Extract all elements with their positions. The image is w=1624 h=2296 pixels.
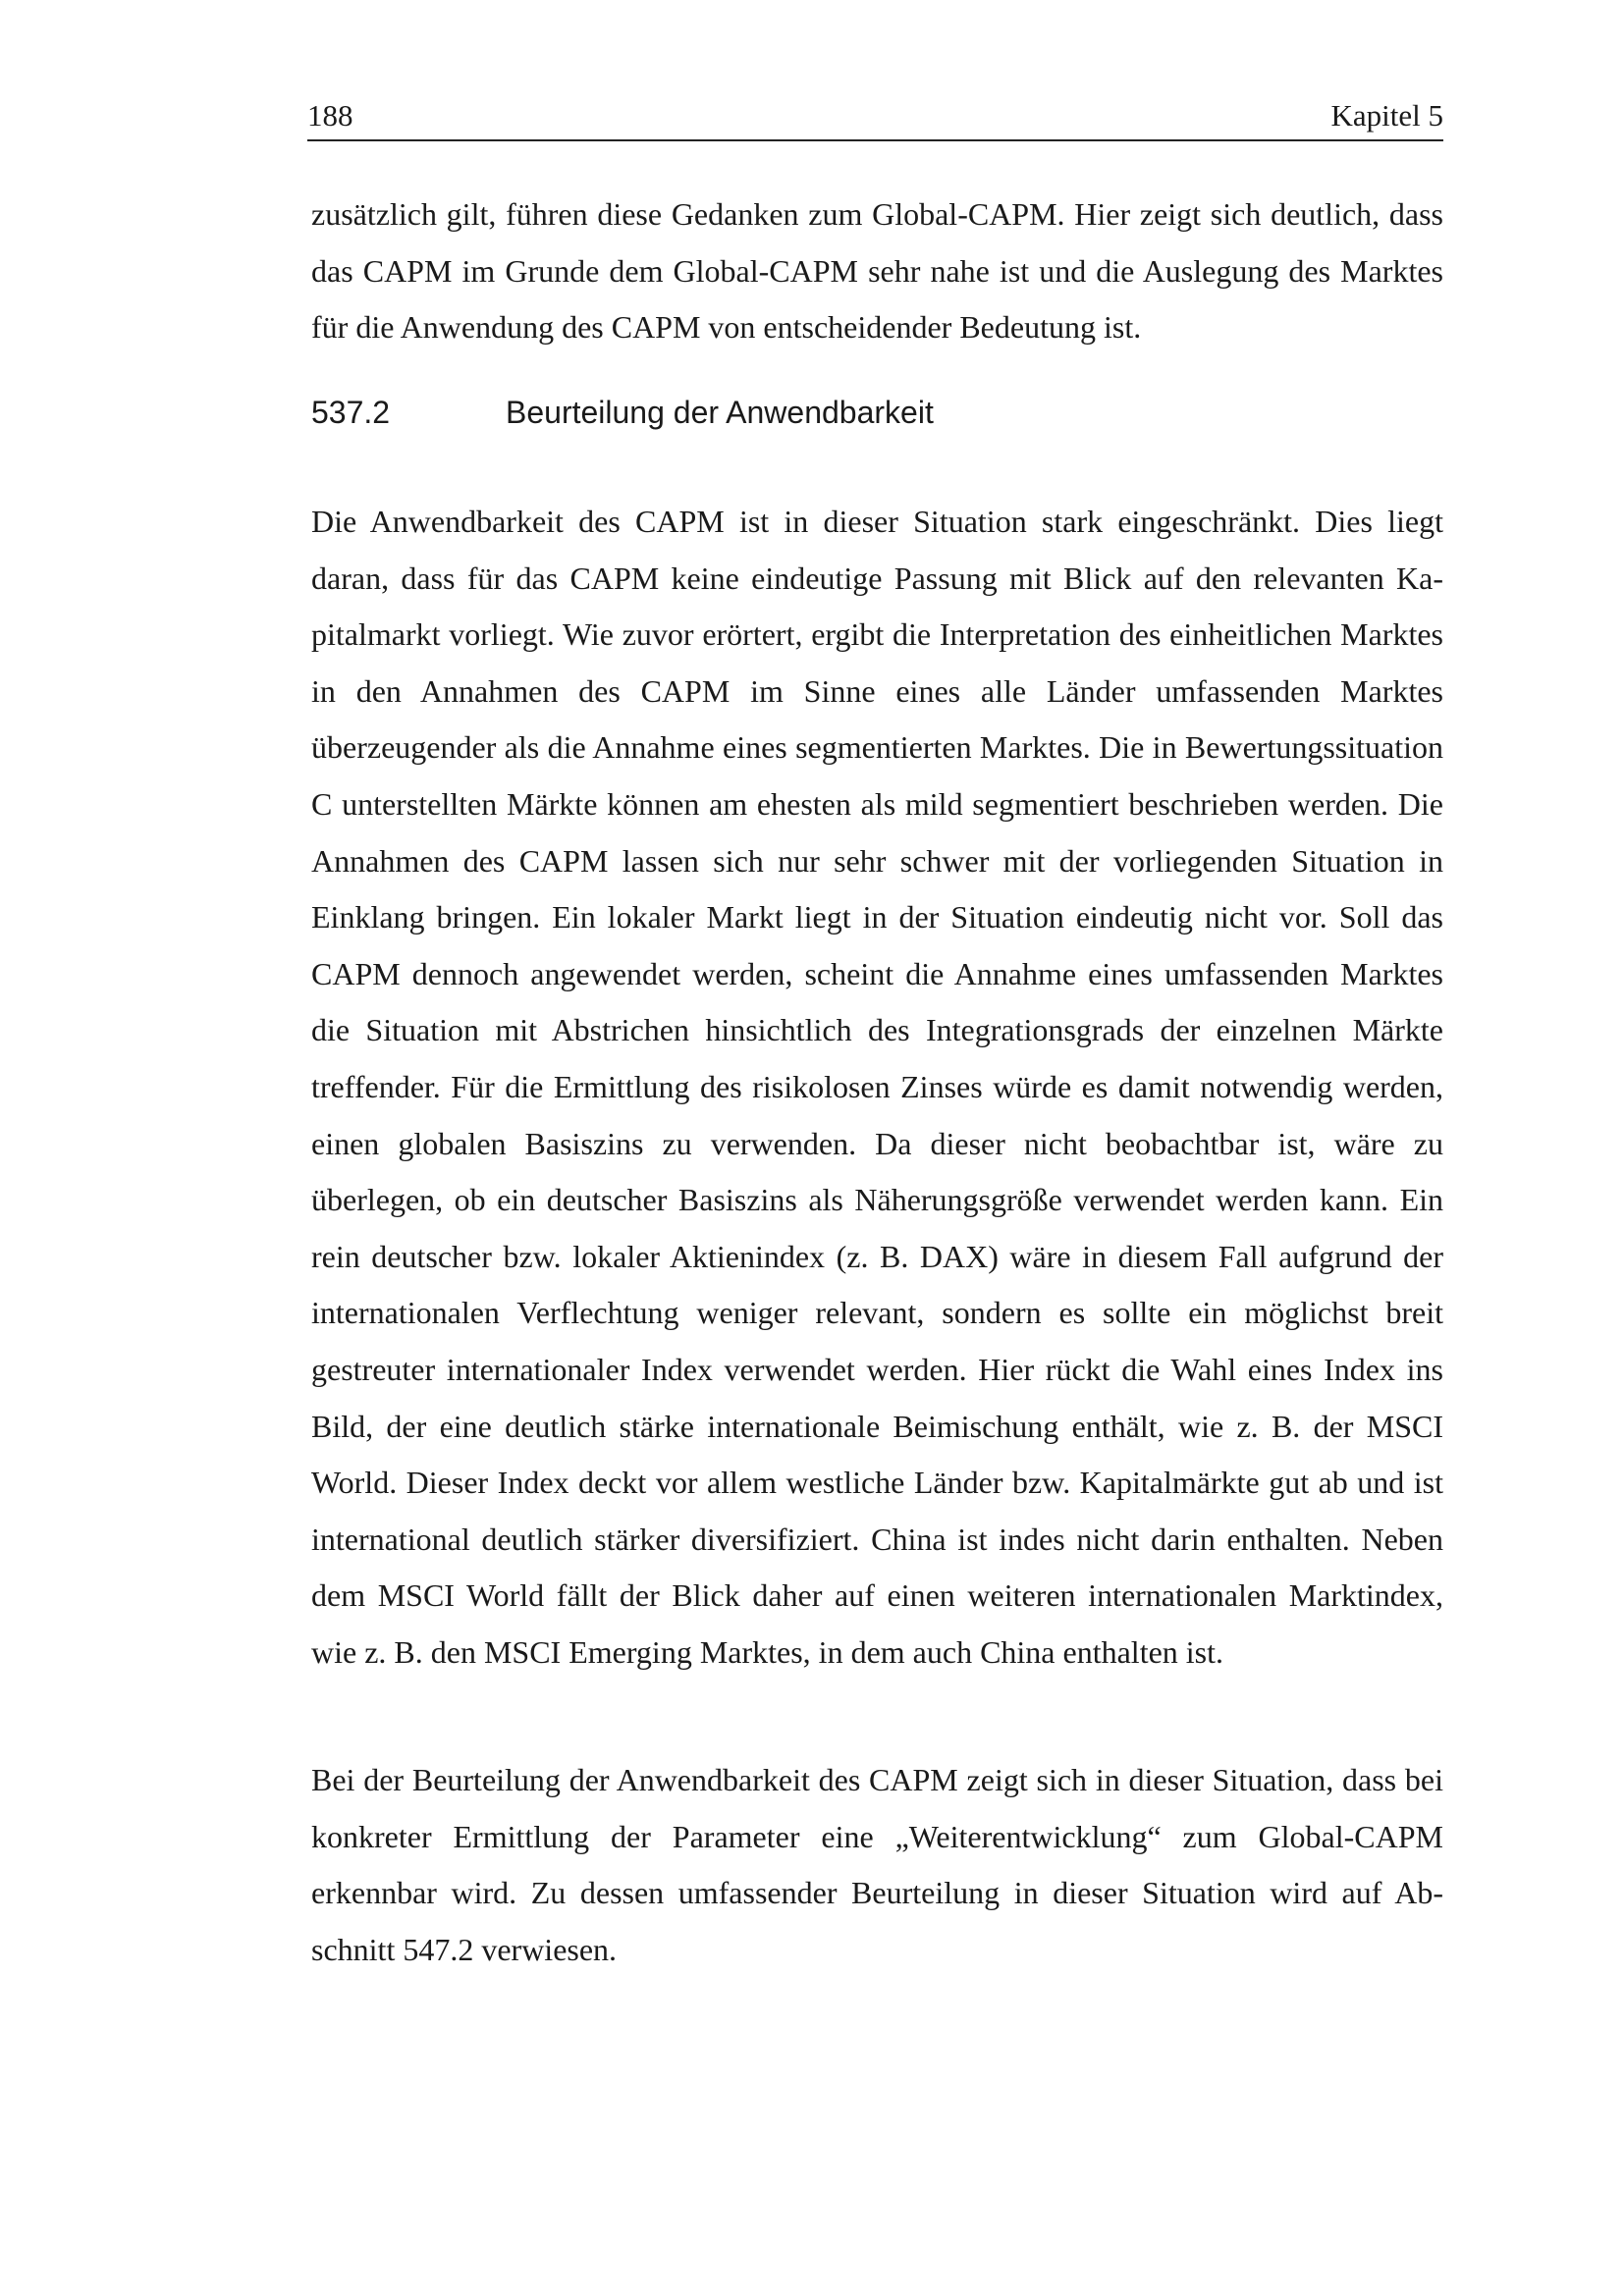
section-number: 537.2 [311,395,391,430]
paragraph-intro: zusätzlich gilt, führen diese Gedanken zum Global-CAPM. Hier zeigt sich deutlich, dass das CAPM im Grunde dem Global-CAPM sehr nahe ist und die Auslegung des Marktes für die Anwendung des CAPM von entscheidender Bedeutung ist. [311,196,1443,346]
paragraph-conclusion: Bei der Beurteilung der Anwendbarkeit des CAPM zeigt sich in dieser Situation, dass bei konkreter Ermittlung der Parameter eine „Weiterentwicklung“ zum Global-CAPM erkennbar wird. Zu dessen umfassender Beurteilung in dieser Situation wird auf Abschnitt 547.2 verwiesen. [311,1762,1443,1967]
chapter-label: Kapitel 5 [1330,98,1443,133]
section-title: Beurteilung der Anwendbarkeit [506,395,934,430]
page-number: 188 [307,98,353,133]
paragraph-main: Die Anwendbarkeit des CAPM ist in dieser Situation stark eingeschränkt. Dies liegt daran, dass für das CAPM keine eindeutige Passung mit Blick auf den relevanten Kapitalmarkt vorliegt. Wie zuvor erörtert, ergibt die Interpretation des einheitlichen Marktes in den Annahmen des CAPM im Sinne eines alle Länder umfassenden Marktes überzeugender als die Annahme eines segmentierten Marktes. Die in Bewertungssituation C unterstellten Märkte können am ehesten als mild segmentiert beschrieben werden. Die Annahmen des CAPM lassen sich nur sehr schwer mit der vorliegenden Situation in Einklang bringen. Ein lokaler Markt liegt in der Situation eindeutig nicht vor. Soll das CAPM dennoch angewendet werden, scheint die Annahme eines umfassenden Marktes die Situation mit Abstrichen hinsichtlich des Integrationsgrads der einzelnen Märkte treffender. Für die Ermittlung des risikolosen Zinses würde es damit notwendig werden, einen globalen Basiszins zu verwenden. Da dieser nicht beobachtbar ist, wäre zu überlegen, ob ein deutscher Basiszins als Näherungsgröße verwendet werden kann. Ein rein deutscher bzw. lokaler Aktienindex (z. B. DAX) wäre in diesem Fall aufgrund der internationalen Verflechtung weniger relevant, sondern es sollte ein möglichst breit gestreuter internationaler Index verwendet werden. Hier rückt die Wahl eines Index ins Bild, der eine deutlich stärke internationale Beimischung enthält, wie z. B. der MSCI World. Dieser Index deckt vor allem westliche Länder bzw. Kapitalmärkte gut ab und ist international deutlich stärker diversifiziert. China ist indes nicht darin enthalten. Neben dem MSCI World fällt der Blick daher auf einen weiteren internationalen Marktindex, wie z. B. den MSCI Emerging Marktes, in dem auch China enthalten ist. [311,504,1443,1670]
running-header [307,96,1443,141]
section-heading [311,395,1443,444]
